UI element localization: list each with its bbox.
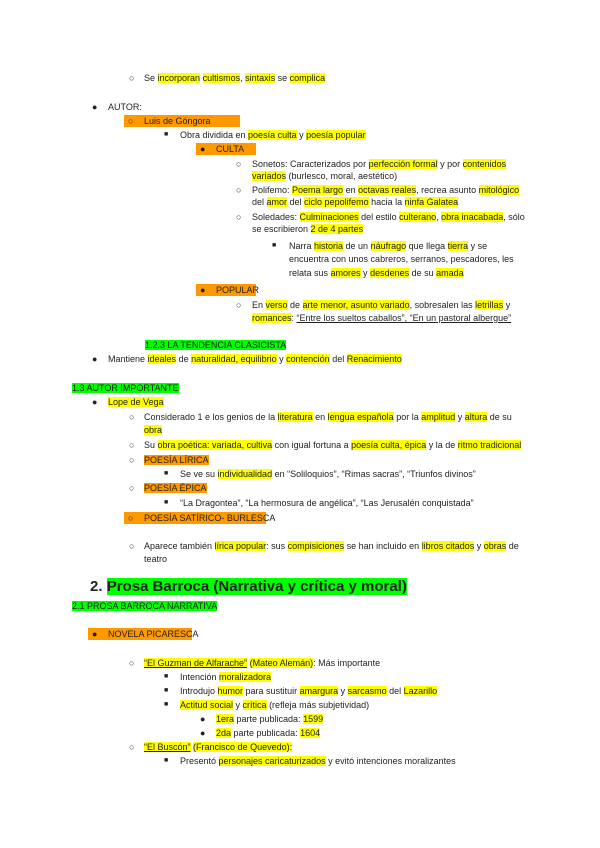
text-line	[144, 424, 162, 436]
text: en	[343, 185, 359, 195]
highlight: 1599	[303, 714, 324, 724]
highlight: Lope de Vega	[108, 397, 164, 407]
square-bullet-icon: ■	[164, 673, 169, 680]
highlight: Actitud social	[180, 700, 234, 710]
hollow-bullet-icon: ○	[236, 212, 242, 222]
text: Se ve su	[180, 469, 218, 479]
text-line	[252, 196, 458, 208]
highlight: octavas reales	[358, 185, 417, 195]
highlight: cultismos	[202, 73, 241, 83]
text: Se	[144, 73, 158, 83]
text: parte publicada:	[234, 714, 304, 724]
square-bullet-icon: ■	[164, 131, 169, 138]
text: : sus	[266, 541, 288, 551]
highlight: arte menor, asunto variado	[302, 300, 410, 310]
highlight: amor	[266, 197, 288, 207]
highlight: altura	[464, 412, 488, 422]
text: y	[233, 700, 243, 710]
text: y	[474, 541, 484, 551]
filled-bullet-icon: ●	[200, 285, 206, 295]
highlight: náufrago	[370, 241, 407, 251]
hollow-bullet-icon: ○	[236, 185, 242, 195]
filled-bullet-icon: ●	[200, 714, 206, 724]
highlight: amada	[436, 268, 464, 278]
highlight: obra	[144, 425, 163, 435]
text: “La Dragontea”, “La hermosura de angélica”, “Las Jerusalén conquistada”	[180, 498, 474, 508]
highlight: moralizadora	[219, 672, 272, 682]
highlight: contención	[286, 354, 330, 364]
text-line	[144, 741, 292, 753]
text-line	[252, 211, 525, 223]
section-number: 2.	[90, 578, 107, 595]
text: teatro	[144, 554, 168, 564]
highlight: 1604	[300, 728, 321, 738]
hollow-bullet-icon: ○	[128, 513, 134, 523]
hollow-bullet-icon: ○	[128, 116, 134, 126]
text-line	[216, 713, 323, 725]
text-line	[180, 497, 474, 509]
text: Sonetos: Caracterizados por	[252, 159, 369, 169]
text: CULTA	[216, 144, 245, 154]
text: y	[360, 268, 371, 278]
text: y se	[468, 241, 488, 251]
text: para sustituir	[243, 686, 300, 696]
text: parte publicada:	[231, 728, 301, 738]
text-line	[144, 540, 519, 552]
text-line	[289, 253, 514, 265]
square-bullet-icon: ■	[272, 242, 277, 249]
filled-bullet-icon: ●	[200, 728, 206, 738]
text: Obra dividida en	[180, 130, 249, 140]
text: del estilo	[358, 212, 400, 222]
highlight: sarcasmo	[347, 686, 387, 696]
highlight: perfección formal	[368, 159, 438, 169]
text: se escribieron	[252, 224, 311, 234]
highlight: incorporan	[157, 73, 201, 83]
text: y por	[437, 159, 463, 169]
highlight: Lazarillo	[403, 686, 438, 696]
section-heading	[72, 600, 217, 612]
highlight: culterano	[399, 212, 437, 222]
section-heading	[72, 382, 179, 394]
highlight: (Francisco de Quevedo):	[193, 742, 293, 752]
highlight: obras	[483, 541, 507, 551]
text-line	[252, 184, 519, 196]
text: Considerado 1 e los genios de la	[144, 412, 278, 422]
highlight: amplitud	[421, 412, 456, 422]
text-line	[216, 727, 320, 739]
square-bullet-icon: ■	[164, 757, 169, 764]
text: , recrea asunto	[416, 185, 479, 195]
text: en	[312, 412, 328, 422]
text: : Más importante	[313, 658, 381, 668]
text: NOVELA PICARESCA	[108, 629, 199, 639]
highlight: compisiciones	[287, 541, 345, 551]
text-line	[252, 158, 506, 170]
text: de su	[487, 412, 512, 422]
highlight: historia	[314, 241, 344, 251]
text: Su	[144, 440, 158, 450]
highlight: (Mateo Alemán)	[249, 658, 314, 668]
highlight: poesía popular	[306, 130, 366, 140]
text: , sólo	[503, 212, 525, 222]
text-line	[252, 170, 397, 182]
orange-highlight: POESÍA ÉPICA	[144, 483, 207, 493]
text-line	[180, 468, 476, 480]
text: Narra	[289, 241, 315, 251]
highlight: poesía culta, épica	[351, 440, 427, 450]
highlight: “El Guzman de Alfarache”	[144, 658, 248, 668]
highlight: literatura	[277, 412, 313, 422]
text-line	[180, 129, 366, 141]
text: ,	[240, 73, 246, 83]
text: de	[287, 300, 303, 310]
text: Introdujo	[180, 686, 218, 696]
text: Aparece también	[144, 541, 215, 551]
text-line	[252, 299, 510, 311]
text: Soledades:	[252, 212, 300, 222]
highlight: obra poética: variada, cultiva	[157, 440, 273, 450]
highlight: tierra	[447, 241, 469, 251]
highlight: Culminaciones	[299, 212, 359, 222]
hollow-bullet-icon: ○	[129, 440, 135, 450]
highlight: “El Buscón”	[144, 742, 191, 752]
highlight: libros citados	[421, 541, 475, 551]
hollow-bullet-icon: ○	[129, 455, 135, 465]
highlight: mitológico	[478, 185, 520, 195]
highlight: amores	[330, 268, 361, 278]
text: Presentó	[180, 756, 219, 766]
text-line	[144, 657, 380, 669]
text-line	[180, 699, 369, 711]
highlight: ideales	[147, 354, 177, 364]
square-bullet-icon: ■	[164, 687, 169, 694]
filled-bullet-icon: ●	[92, 354, 98, 364]
green-highlight: Prosa Barroca (Narrativa y crítica y moral)	[106, 578, 407, 595]
highlight: obra inacabada	[441, 212, 504, 222]
text-line	[180, 685, 437, 697]
text: Polifemo:	[252, 185, 293, 195]
highlight: 1era	[216, 714, 235, 724]
highlight: Renacimiento	[346, 354, 402, 364]
text: del	[386, 686, 404, 696]
text: se han incluido en	[344, 541, 422, 551]
green-highlight: 1.2.3 LA TENDENCIA CLASICISTA	[145, 340, 287, 350]
text: (burlesco, moral, aestético)	[286, 171, 398, 181]
text: POESÍA SATÍRICO- BURLESCA	[144, 513, 276, 523]
text: y	[503, 300, 511, 310]
hollow-bullet-icon: ○	[129, 742, 135, 752]
text: del	[329, 354, 347, 364]
text-line	[144, 482, 207, 494]
square-bullet-icon: ■	[164, 470, 169, 477]
orange-heading	[124, 115, 240, 127]
filled-bullet-icon: ●	[92, 629, 98, 639]
text: POPULAR	[216, 285, 260, 295]
filled-bullet-icon: ●	[92, 397, 98, 407]
text-line	[108, 396, 164, 408]
orange-heading	[88, 628, 199, 640]
square-bullet-icon: ■	[164, 701, 169, 708]
text: del	[287, 197, 305, 207]
text: , sobresalen las	[409, 300, 476, 310]
highlight: verso	[265, 300, 288, 310]
orange-heading	[124, 512, 276, 524]
text: y evitó intenciones moralizantes	[325, 756, 456, 766]
highlight: personajes caricaturizados	[218, 756, 326, 766]
text-line	[180, 671, 271, 683]
text: y	[276, 354, 287, 364]
text: con igual fortuna a	[272, 440, 352, 450]
text: y la de	[426, 440, 458, 450]
text: AUTOR:	[108, 102, 142, 112]
green-highlight: 2.1 PROSA BARROCA NARRATIVA	[72, 601, 218, 611]
text-line	[289, 240, 487, 252]
highlight: 2da	[216, 728, 232, 738]
hollow-bullet-icon: ○	[129, 541, 135, 551]
highlight: ritmo tradicional	[457, 440, 522, 450]
underlined-text: “Entre los sueltos caballos”, “En un pastoral albergue”	[296, 313, 512, 323]
highlight: poesía culta	[248, 130, 297, 140]
text-line	[144, 454, 209, 466]
filled-bullet-icon: ●	[92, 102, 98, 112]
hollow-bullet-icon: ○	[129, 483, 135, 493]
highlight: sintaxis	[245, 73, 276, 83]
highlight: variados	[252, 171, 287, 181]
text-line	[144, 439, 521, 451]
text: que llega	[406, 241, 448, 251]
text: relata sus	[289, 268, 331, 278]
highlight: crítica	[242, 700, 267, 710]
text: del	[252, 197, 267, 207]
text-line	[252, 223, 363, 235]
highlight: contenidos	[462, 159, 507, 169]
highlight: humor	[217, 686, 244, 696]
hollow-bullet-icon: ○	[129, 412, 135, 422]
text: en “Soliloquios”, “Rimas sacras”, “Triunfos divinos”	[272, 469, 476, 479]
highlight: Poema largo	[292, 185, 344, 195]
square-bullet-icon: ■	[164, 499, 169, 506]
text: de	[176, 354, 192, 364]
highlight: individualidad	[217, 469, 273, 479]
highlight: romances	[252, 313, 292, 323]
section-title	[90, 578, 407, 596]
text: y	[338, 686, 348, 696]
text: Intención	[180, 672, 220, 682]
text-line	[180, 755, 456, 767]
section-heading	[145, 339, 286, 351]
highlight: desdenes	[370, 268, 410, 278]
text: se	[275, 73, 290, 83]
text-line	[144, 553, 167, 565]
text: Mantiene	[108, 354, 148, 364]
text-line	[289, 267, 464, 279]
highlight: ninfa Galatea	[404, 197, 459, 207]
text-line	[108, 101, 142, 113]
filled-bullet-icon: ●	[200, 144, 206, 154]
orange-highlight: POESÍA LÍRICA	[144, 455, 209, 465]
text: y	[455, 412, 465, 422]
highlight: amargura	[299, 686, 339, 696]
text: de su	[409, 268, 437, 278]
text: hacia la	[368, 197, 405, 207]
hollow-bullet-icon: ○	[236, 300, 242, 310]
green-highlight: 1.3 AUTOR IMPORTANTE	[72, 383, 179, 393]
text-line	[144, 72, 325, 84]
text-line	[252, 312, 511, 324]
highlight: 2 de 4 partes	[310, 224, 364, 234]
text: Luis de Góngora	[144, 116, 211, 126]
text: ,	[436, 212, 442, 222]
highlight: letrillas	[475, 300, 504, 310]
text: En	[252, 300, 266, 310]
text: por la	[393, 412, 422, 422]
hollow-bullet-icon: ○	[129, 73, 135, 83]
highlight: ciclo pepolifemo	[304, 197, 369, 207]
text: de un	[343, 241, 371, 251]
text-line	[144, 411, 512, 423]
text: encuentra con unos cabreros, serranos, pescadores, les	[289, 254, 514, 264]
text: (refleja más subjetividad)	[266, 700, 370, 710]
highlight: lírica popular	[214, 541, 267, 551]
highlight: complica	[289, 73, 326, 83]
hollow-bullet-icon: ○	[129, 658, 135, 668]
highlight: lengua española	[327, 412, 394, 422]
text: de	[506, 541, 519, 551]
text: :	[291, 313, 297, 323]
highlight: naturalidad, equilibrio	[191, 354, 277, 364]
text: y	[296, 130, 307, 140]
text-line	[108, 353, 402, 365]
hollow-bullet-icon: ○	[236, 159, 242, 169]
